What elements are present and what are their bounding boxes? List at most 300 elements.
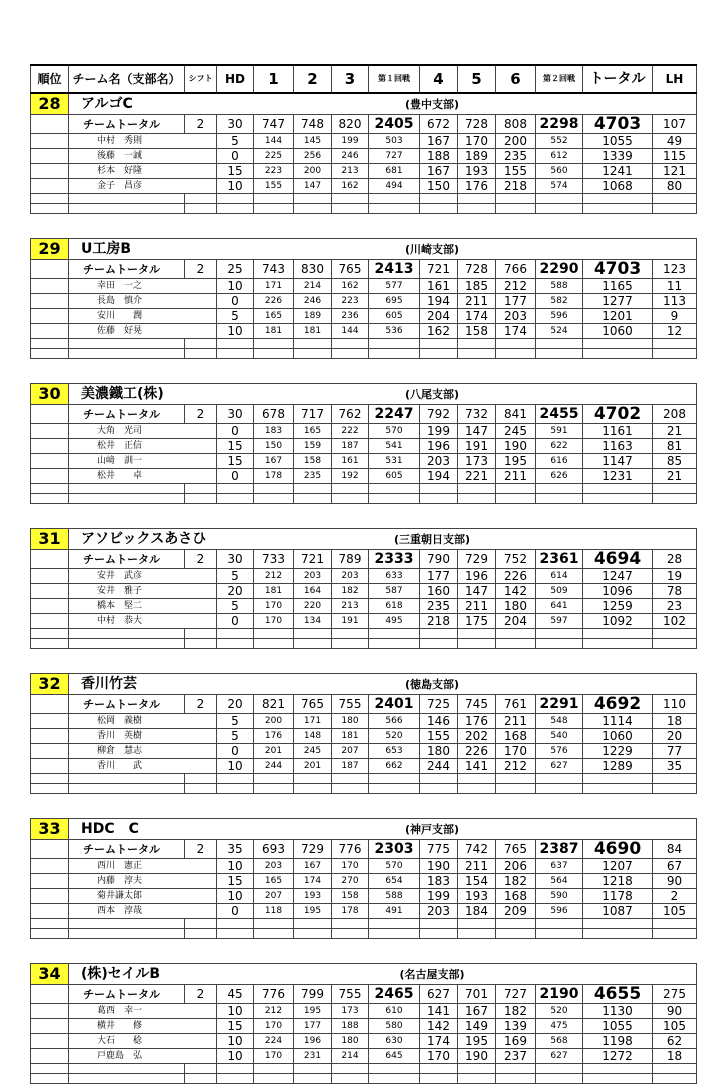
player-game-5-cell: 149: [458, 1019, 496, 1034]
player-hd-cell: 0: [217, 744, 254, 759]
team-lh-cell: 275: [653, 985, 697, 1004]
team-lh-cell: 84: [653, 840, 697, 859]
player-round-1-cell: 531: [369, 454, 420, 469]
player-game-6-cell: 190: [496, 439, 536, 454]
player-game-6-cell: 182: [496, 1004, 536, 1019]
empty-cell: [217, 204, 254, 214]
player-total-cell: 1130: [583, 1004, 653, 1019]
rank-badge: 34: [31, 964, 69, 985]
team-title-row: [31, 529, 697, 550]
rank-spacer: [31, 469, 69, 484]
player-hd-cell: 0: [217, 149, 254, 164]
player-round-1-cell: 491: [369, 904, 420, 919]
player-game-2-cell: 159: [294, 439, 332, 454]
team-game-3-cell: 755: [332, 985, 369, 1004]
player-game-1-cell: 144: [254, 134, 294, 149]
player-game-6-cell: 226: [496, 569, 536, 584]
shift-cell: 2: [185, 840, 217, 859]
player-round-1-cell: 536: [369, 324, 420, 339]
empty-cell: [496, 784, 536, 794]
empty-cell: [653, 204, 697, 214]
empty-cell: [217, 494, 254, 504]
empty-row: [31, 929, 697, 939]
empty-cell: [31, 484, 69, 494]
player-game-6-cell: 218: [496, 179, 536, 194]
player-game-2-cell: 189: [294, 309, 332, 324]
player-total-cell: 1163: [583, 439, 653, 454]
player-game-6-cell: 195: [496, 454, 536, 469]
section-gap: [31, 504, 697, 529]
player-hd-cell: 10: [217, 859, 254, 874]
empty-cell: [536, 774, 583, 784]
empty-cell: [69, 784, 185, 794]
player-game-1-cell: 225: [254, 149, 294, 164]
player-game-3-cell: 199: [332, 134, 369, 149]
player-game-5-cell: 175: [458, 614, 496, 629]
player-lh-cell: 23: [653, 599, 697, 614]
player-row: [31, 744, 697, 759]
player-row: [31, 469, 697, 484]
player-round-1-cell: 495: [369, 614, 420, 629]
player-game-3-cell: 191: [332, 614, 369, 629]
player-total-cell: 1114: [583, 714, 653, 729]
team-game-5-cell: 728: [458, 260, 496, 279]
team-game-4-cell: 790: [420, 550, 458, 569]
player-hd-cell: 5: [217, 134, 254, 149]
player-total-cell: 1165: [583, 279, 653, 294]
empty-cell: [496, 919, 536, 929]
player-name: 松岡 義樹: [69, 714, 217, 729]
team-round-2-cell: 2291: [536, 695, 583, 714]
empty-cell: [185, 339, 217, 349]
player-total-cell: 1087: [583, 904, 653, 919]
empty-cell: [217, 639, 254, 649]
team-game-1-cell: 693: [254, 840, 294, 859]
player-game-1-cell: 207: [254, 889, 294, 904]
empty-cell: [496, 194, 536, 204]
empty-cell: [31, 929, 69, 939]
player-round-1-cell: 605: [369, 469, 420, 484]
empty-row: [31, 194, 697, 204]
empty-cell: [69, 919, 185, 929]
empty-cell: [369, 774, 420, 784]
gap-cell: [31, 359, 697, 384]
empty-cell: [31, 919, 69, 929]
player-game-4-cell: 167: [420, 164, 458, 179]
player-game-2-cell: 246: [294, 294, 332, 309]
team-total-label: チームトータル: [69, 115, 185, 134]
player-game-1-cell: 155: [254, 179, 294, 194]
player-lh-cell: 90: [653, 1004, 697, 1019]
header-row: [31, 65, 697, 93]
empty-cell: [294, 494, 332, 504]
empty-cell: [583, 784, 653, 794]
player-round-1-cell: 727: [369, 149, 420, 164]
player-game-4-cell: 142: [420, 1019, 458, 1034]
empty-cell: [31, 774, 69, 784]
player-hd-cell: 10: [217, 324, 254, 339]
player-game-6-cell: 200: [496, 134, 536, 149]
empty-cell: [69, 194, 185, 204]
player-round-1-cell: 618: [369, 599, 420, 614]
player-hd-cell: 10: [217, 1004, 254, 1019]
player-row: [31, 294, 697, 309]
player-hd-cell: 10: [217, 279, 254, 294]
player-game-3-cell: 182: [332, 584, 369, 599]
empty-cell: [254, 1074, 294, 1084]
player-game-3-cell: 173: [332, 1004, 369, 1019]
player-round-2-cell: 596: [536, 309, 583, 324]
header-round-1: 第１回戦: [369, 65, 420, 93]
team-game-3-cell: 765: [332, 260, 369, 279]
team-title-row: [31, 819, 697, 840]
player-lh-cell: 121: [653, 164, 697, 179]
player-round-2-cell: 576: [536, 744, 583, 759]
player-game-5-cell: 176: [458, 714, 496, 729]
empty-row: [31, 774, 697, 784]
empty-cell: [653, 919, 697, 929]
player-game-2-cell: 196: [294, 1034, 332, 1049]
player-round-1-cell: 605: [369, 309, 420, 324]
shift-cell: 2: [185, 405, 217, 424]
player-game-6-cell: 142: [496, 584, 536, 599]
team-lh-cell: 107: [653, 115, 697, 134]
empty-cell: [583, 929, 653, 939]
player-game-4-cell: 190: [420, 859, 458, 874]
team-game-6-cell: 766: [496, 260, 536, 279]
team-lh-cell: 28: [653, 550, 697, 569]
team-game-6-cell: 841: [496, 405, 536, 424]
rank-spacer: [31, 309, 69, 324]
player-game-2-cell: 201: [294, 759, 332, 774]
player-name: 中村 恭大: [69, 614, 217, 629]
empty-cell: [185, 919, 217, 929]
player-name: 香川 英樹: [69, 729, 217, 744]
team-total-label: チームトータル: [69, 985, 185, 1004]
player-game-4-cell: 180: [420, 744, 458, 759]
empty-cell: [69, 494, 185, 504]
player-total-cell: 1178: [583, 889, 653, 904]
standings-sheet: [30, 64, 696, 1084]
empty-cell: [69, 774, 185, 784]
empty-cell: [458, 774, 496, 784]
player-game-1-cell: 183: [254, 424, 294, 439]
empty-cell: [458, 1064, 496, 1074]
player-lh-cell: 85: [653, 454, 697, 469]
player-game-1-cell: 176: [254, 729, 294, 744]
player-total-cell: 1218: [583, 874, 653, 889]
player-hd-cell: 10: [217, 889, 254, 904]
rank-spacer: [31, 859, 69, 874]
player-game-4-cell: 235: [420, 599, 458, 614]
player-row: [31, 164, 697, 179]
player-hd-cell: 15: [217, 454, 254, 469]
player-game-1-cell: 244: [254, 759, 294, 774]
player-name: 香川 武: [69, 759, 217, 774]
player-game-2-cell: 200: [294, 164, 332, 179]
empty-cell: [369, 1064, 420, 1074]
title-spacer: [496, 384, 697, 405]
player-game-5-cell: 170: [458, 134, 496, 149]
player-row: [31, 454, 697, 469]
team-game-5-cell: 729: [458, 550, 496, 569]
player-game-5-cell: 174: [458, 309, 496, 324]
rank-spacer: [31, 550, 69, 569]
empty-cell: [332, 494, 369, 504]
player-hd-cell: 15: [217, 874, 254, 889]
player-total-cell: 1289: [583, 759, 653, 774]
player-round-1-cell: 610: [369, 1004, 420, 1019]
rank-spacer: [31, 294, 69, 309]
player-game-1-cell: 181: [254, 324, 294, 339]
player-game-2-cell: 235: [294, 469, 332, 484]
empty-cell: [69, 339, 185, 349]
player-game-6-cell: 212: [496, 279, 536, 294]
player-game-6-cell: 206: [496, 859, 536, 874]
empty-row: [31, 494, 697, 504]
shift-cell: 2: [185, 115, 217, 134]
team-game-4-cell: 775: [420, 840, 458, 859]
empty-cell: [583, 774, 653, 784]
rank-spacer: [31, 279, 69, 294]
empty-cell: [369, 494, 420, 504]
player-game-6-cell: 174: [496, 324, 536, 339]
player-game-2-cell: 195: [294, 904, 332, 919]
player-game-2-cell: 231: [294, 1049, 332, 1064]
empty-cell: [369, 1074, 420, 1084]
player-game-5-cell: 173: [458, 454, 496, 469]
player-lh-cell: 81: [653, 439, 697, 454]
empty-cell: [31, 204, 69, 214]
rank-spacer: [31, 149, 69, 164]
empty-cell: [536, 919, 583, 929]
team-title-row: [31, 674, 697, 695]
player-hd-cell: 0: [217, 294, 254, 309]
empty-cell: [185, 929, 217, 939]
player-row: [31, 614, 697, 629]
team-game-1-cell: 821: [254, 695, 294, 714]
player-game-3-cell: 223: [332, 294, 369, 309]
branch-name: (徳島支部): [369, 674, 496, 695]
player-hd-cell: 10: [217, 759, 254, 774]
empty-cell: [653, 929, 697, 939]
empty-cell: [31, 349, 69, 359]
player-row: [31, 584, 697, 599]
player-total-cell: 1272: [583, 1049, 653, 1064]
empty-cell: [583, 629, 653, 639]
team-total-cell: 4655: [583, 985, 653, 1004]
player-game-1-cell: 171: [254, 279, 294, 294]
team-round-2-cell: 2190: [536, 985, 583, 1004]
empty-cell: [217, 194, 254, 204]
team-title-row: [31, 384, 697, 405]
header-shift: シフト: [185, 65, 217, 93]
empty-cell: [536, 629, 583, 639]
team-total-row: [31, 260, 697, 279]
player-game-5-cell: 193: [458, 164, 496, 179]
rank-badge: 30: [31, 384, 69, 405]
player-lh-cell: 67: [653, 859, 697, 874]
player-hd-cell: 0: [217, 424, 254, 439]
player-game-4-cell: 170: [420, 1049, 458, 1064]
player-row: [31, 874, 697, 889]
player-total-cell: 1247: [583, 569, 653, 584]
team-hd-cell: 25: [217, 260, 254, 279]
player-game-1-cell: 167: [254, 454, 294, 469]
player-game-1-cell: 170: [254, 1019, 294, 1034]
player-game-4-cell: 188: [420, 149, 458, 164]
player-row: [31, 569, 697, 584]
player-game-2-cell: 171: [294, 714, 332, 729]
player-game-4-cell: 146: [420, 714, 458, 729]
player-round-1-cell: 587: [369, 584, 420, 599]
rank-spacer: [31, 584, 69, 599]
empty-cell: [496, 639, 536, 649]
empty-cell: [496, 494, 536, 504]
shift-cell: 2: [185, 695, 217, 714]
player-game-5-cell: 147: [458, 584, 496, 599]
empty-cell: [217, 774, 254, 784]
header-game-1: 1: [254, 65, 294, 93]
empty-cell: [332, 204, 369, 214]
rank-spacer: [31, 874, 69, 889]
empty-cell: [583, 339, 653, 349]
player-game-6-cell: 203: [496, 309, 536, 324]
empty-cell: [536, 339, 583, 349]
player-name: 長島 慎介: [69, 294, 217, 309]
player-game-5-cell: 202: [458, 729, 496, 744]
player-round-1-cell: 570: [369, 859, 420, 874]
player-round-2-cell: 626: [536, 469, 583, 484]
player-game-4-cell: 155: [420, 729, 458, 744]
player-game-5-cell: 211: [458, 599, 496, 614]
player-game-5-cell: 154: [458, 874, 496, 889]
player-name: 幸田 一之: [69, 279, 217, 294]
player-game-2-cell: 256: [294, 149, 332, 164]
player-row: [31, 889, 697, 904]
player-row: [31, 134, 697, 149]
empty-cell: [420, 339, 458, 349]
empty-cell: [254, 484, 294, 494]
player-round-1-cell: 580: [369, 1019, 420, 1034]
player-lh-cell: 80: [653, 179, 697, 194]
player-game-3-cell: 192: [332, 469, 369, 484]
empty-cell: [332, 339, 369, 349]
empty-cell: [254, 494, 294, 504]
title-spacer: [496, 964, 697, 985]
team-game-2-cell: 748: [294, 115, 332, 134]
empty-cell: [332, 929, 369, 939]
empty-cell: [185, 784, 217, 794]
team-title-row: [31, 93, 697, 115]
player-game-1-cell: 150: [254, 439, 294, 454]
player-game-1-cell: 200: [254, 714, 294, 729]
empty-cell: [254, 774, 294, 784]
team-total-label: チームトータル: [69, 695, 185, 714]
team-total-label: チームトータル: [69, 405, 185, 424]
empty-cell: [31, 1064, 69, 1074]
empty-cell: [69, 1074, 185, 1084]
player-game-6-cell: 204: [496, 614, 536, 629]
team-game-4-cell: 721: [420, 260, 458, 279]
player-hd-cell: 15: [217, 439, 254, 454]
empty-cell: [217, 784, 254, 794]
player-lh-cell: 2: [653, 889, 697, 904]
player-game-4-cell: 167: [420, 134, 458, 149]
player-row: [31, 309, 697, 324]
team-total-row: [31, 115, 697, 134]
team-round-2-cell: 2290: [536, 260, 583, 279]
team-hd-cell: 30: [217, 405, 254, 424]
player-round-2-cell: 552: [536, 134, 583, 149]
rank-spacer: [31, 324, 69, 339]
player-round-2-cell: 560: [536, 164, 583, 179]
rank-spacer: [31, 115, 69, 134]
player-hd-cell: 10: [217, 1034, 254, 1049]
player-round-1-cell: 695: [369, 294, 420, 309]
team-game-2-cell: 799: [294, 985, 332, 1004]
rank-spacer: [31, 985, 69, 1004]
empty-cell: [653, 339, 697, 349]
team-total-cell: 4703: [583, 260, 653, 279]
player-game-6-cell: 211: [496, 714, 536, 729]
branch-name: (川崎支部): [369, 239, 496, 260]
player-round-2-cell: 588: [536, 279, 583, 294]
team-total-cell: 4702: [583, 405, 653, 424]
empty-cell: [332, 639, 369, 649]
empty-cell: [217, 484, 254, 494]
empty-cell: [653, 349, 697, 359]
empty-row: [31, 1074, 697, 1084]
empty-cell: [653, 774, 697, 784]
player-game-4-cell: 204: [420, 309, 458, 324]
empty-cell: [496, 629, 536, 639]
player-game-2-cell: 164: [294, 584, 332, 599]
player-round-2-cell: 614: [536, 569, 583, 584]
empty-cell: [458, 629, 496, 639]
team-name: アソビックスあさひ: [69, 529, 369, 550]
player-game-6-cell: 209: [496, 904, 536, 919]
player-row: [31, 424, 697, 439]
empty-cell: [294, 919, 332, 929]
section-gap: [31, 359, 697, 384]
empty-cell: [369, 929, 420, 939]
player-row: [31, 149, 697, 164]
header-game-3: 3: [332, 65, 369, 93]
empty-cell: [583, 1074, 653, 1084]
team-lh-cell: 208: [653, 405, 697, 424]
empty-cell: [496, 1064, 536, 1074]
player-game-1-cell: 170: [254, 614, 294, 629]
empty-cell: [185, 484, 217, 494]
player-row: [31, 1034, 697, 1049]
team-round-1-cell: 2413: [369, 260, 420, 279]
team-game-2-cell: 765: [294, 695, 332, 714]
empty-cell: [294, 484, 332, 494]
player-total-cell: 1229: [583, 744, 653, 759]
title-spacer: [496, 819, 697, 840]
player-game-1-cell: 203: [254, 859, 294, 874]
player-game-5-cell: 190: [458, 1049, 496, 1064]
player-name: 後藤 一誠: [69, 149, 217, 164]
empty-cell: [458, 349, 496, 359]
player-round-2-cell: 540: [536, 729, 583, 744]
team-round-1-cell: 2401: [369, 695, 420, 714]
player-game-6-cell: 139: [496, 1019, 536, 1034]
empty-cell: [458, 919, 496, 929]
player-lh-cell: 105: [653, 1019, 697, 1034]
header-game-5: 5: [458, 65, 496, 93]
